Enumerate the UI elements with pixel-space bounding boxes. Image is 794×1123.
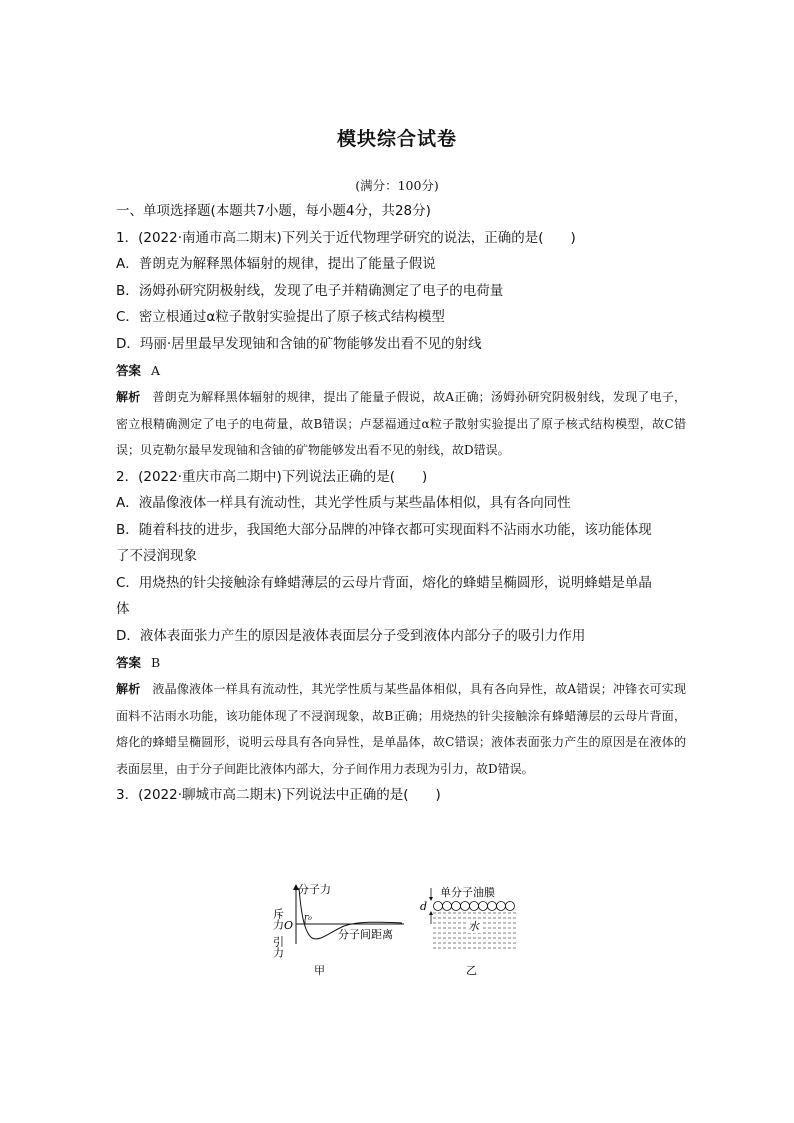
q2-explanation — [116, 676, 686, 782]
film-label: 单分子油膜 — [440, 886, 495, 899]
full-score: (满分：100分) — [355, 178, 439, 193]
figure-jia — [272, 882, 405, 977]
q2-option-c-cont: 体 — [116, 601, 130, 617]
x-axis-label: 分子间距离 — [338, 928, 393, 941]
explanation-text: 普朗克为解释黑体辐射的规律，提出了能量子假说，故A正确；汤姆孙研究阴极射线，发现了电子，密立根精确测定了电子的电荷量，故B错误；卢瑟福通过α粒子散射实验提出了原子核式结构模型，故C错误；贝克勒尔最早发现铀和含铀的矿物能够发出看不见的射线，故D错误。 — [116, 390, 686, 457]
caption-yi: 乙 — [466, 964, 477, 977]
q2-stem: 2．(2022·重庆市高二期中)下列说法正确的是( ) — [116, 468, 428, 485]
q1-stem: 1．(2022·南通市高二期末)下列关于近代物理学研究的说法，正确的是( ) — [116, 229, 576, 246]
answer-value: B — [151, 655, 161, 670]
answer-label: 答案 — [116, 655, 142, 670]
q2-option-b: B．随着科技的进步，我国绝大部分品牌的冲锋衣都可实现面料不沾雨水功能，该功能体现 — [116, 521, 652, 538]
answer-label: 答案 — [116, 363, 142, 378]
q1-option-c: C．密立根通过α粒子散射实验提出了原子核式结构模型 — [116, 309, 445, 325]
oil-molecules — [434, 902, 515, 911]
q3-figure — [271, 882, 534, 982]
q2-answer — [116, 649, 686, 676]
d-label: d — [420, 900, 428, 913]
explanation-text: 液晶像液体一样具有流动性，其光学性质与某些晶体相似，具有各向异性，故A错误；冲锋衣可实现面料不沾雨水功能，该功能体现了不浸润现象，故B正确；用烧热的针尖接触涂有蜂蜡薄层的云母片背面，熔化的蜂蜡呈椭圆形，说明云母具有各向异性，是单晶体，故C错误；液体表面张力产生的原因是在液体的表面层里，由于分子间距比液体内部大，分子间作用力表现为引力，故D错误。 — [116, 682, 686, 776]
attraction-label: 引力 — [271, 936, 285, 958]
d-arrow-head-bottom — [429, 911, 433, 915]
q2-option-d: D．液体表面张力产生的原因是液体表面层分子受到液体内部分子的吸引力作用 — [116, 627, 586, 644]
q3-stem: 3．(2022·聊城市高二期末)下列说法中正确的是( ) — [116, 787, 441, 803]
q2-option-b-cont: 了不浸润现象 — [116, 548, 197, 564]
r0-label: r₀ — [304, 913, 312, 923]
figure-yi — [420, 885, 516, 977]
answer-value: A — [151, 363, 161, 378]
origin-label: O — [284, 919, 294, 932]
explanation-label: 解析 — [116, 682, 141, 696]
q1-option-a: A．普朗克为解释黑体辐射的规律，提出了能量子假说 — [116, 256, 436, 272]
page-title: 模块综合试卷 — [336, 128, 457, 150]
explanation-label: 解析 — [116, 390, 141, 404]
water-label: 水 — [468, 920, 479, 933]
q2-option-c: C．用烧热的针尖接触涂有蜂蜡薄层的云母片背面，熔化的蜂蜡呈椭圆形，说明蜂蜡是单晶 — [116, 574, 652, 591]
q1-explanation — [116, 384, 686, 464]
q2-option-a: A．液晶像液体一样具有流动性，其光学性质与某些晶体相似，具有各向同性 — [116, 495, 571, 511]
y-axis-label: 分子力 — [298, 883, 331, 896]
q1-option-d: D．玛丽·居里最早发现铀和含铀的矿物能够发出看不见的射线 — [116, 335, 482, 352]
questions-content — [116, 198, 686, 809]
d-arrow-head-top — [429, 897, 433, 901]
q1-answer — [116, 357, 686, 384]
repulsion-label: 斥力 — [271, 908, 285, 930]
section-heading: 一、单项选择题(本题共7小题，每小题4分，共28分) — [116, 203, 431, 219]
caption-jia: 甲 — [314, 964, 325, 977]
q1-option-b: B．汤姆孙研究阴极射线，发现了电子并精确测定了电子的电荷量 — [116, 282, 504, 299]
